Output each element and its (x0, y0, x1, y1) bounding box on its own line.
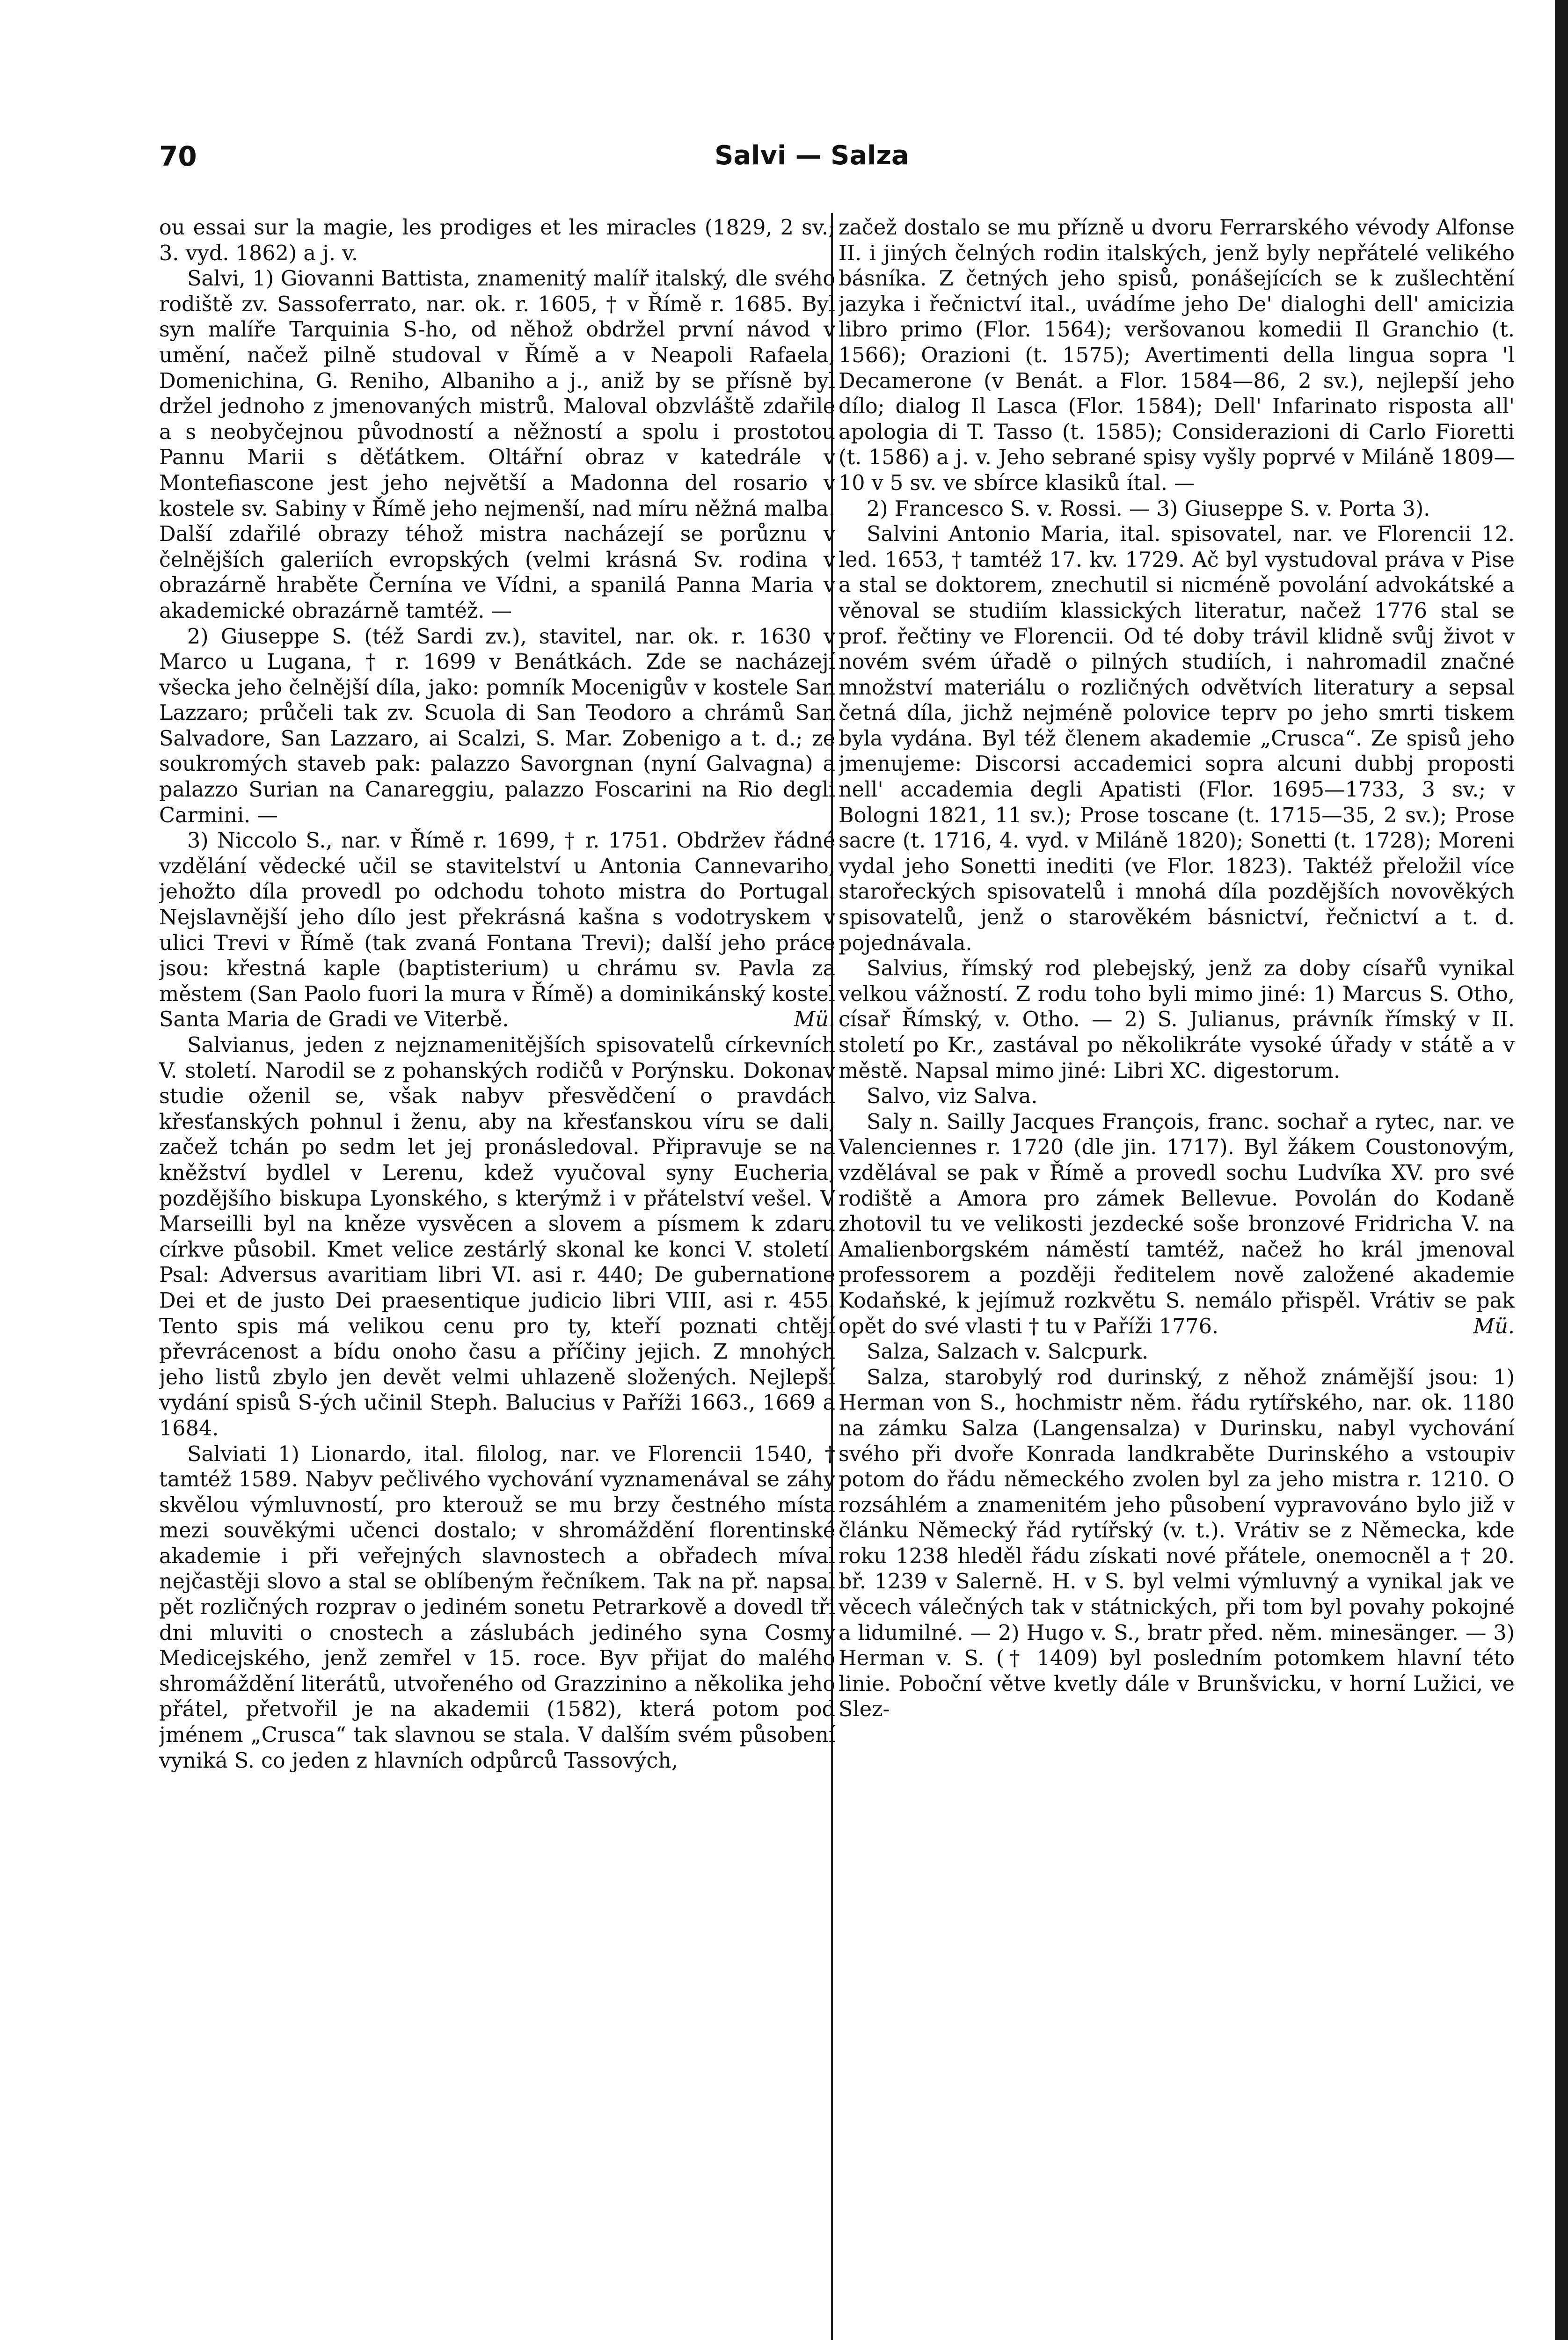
page-number: 70 (159, 140, 197, 172)
entry-salza: Salza, starobylý rod durinský, z něhož známější jsou: 1) Herman von S., hochmistr něm. řádu rytířského, nar. ok. 1180 na zámku Salza (Langensalza) v Durinsku, nabyl vychování svého při dvoře Konrada landkraběte Durinského a vstoupiv potom do řádu německého zvolen byl za jeho mistra r. 1210. O rozsáhlém a znamenitém jeho působení vypravováno bylo již v článku Německý řád rytířský (v. t.). Vrátiv se z Německa, kde roku 1238 hleděl řádu získati nové přátele, onemocněl a † 20. bř. 1239 v Salerně. H. v S. byl velmi výmluvný a vynikal jak ve věcech válečných tak v státnických, při tom byl povahy pokojné a lidumilné. — 2) Hugo v. S., bratr před. něm. minesänger. — 3) Herman v. S. († 1409) byl posledním potomkem hlavní této linie. Poboční větve kvetly dále v Brunšvicku, v horní Lužici, ve Slez- (839, 1365, 1515, 1722)
author-signature: Mü. (1473, 1314, 1515, 1338)
entry-salviati-continuation: začež dostalo se mu přízně u dvoru Ferrarského vévody Alfonse II. i jiných čelných rodin italských, jenž byly nepřátelé velikého básníka. Z četných jeho spisů, ponášejících se k zušlechtění jazyka i řečnictví ital., uvádíme jeho De' dialoghi dell' amicizia libro primo (Flor. 1564); veršovanou komedii Il Granchio (t. 1566); Orazioni (t. 1575); Avertimenti della lingua sopra 'l Decamerone (v Benát. a Flor. 1584—86, 2 sv.), nejlepší jeho dílo; dialog Il Lasca (Flor. 1584); Dell' Infarinato risposta all' apologia di T. Tasso (t. 1585); Considerazioni di Carlo Fioretti (t. 1586) a j. v. Jeho sebrané spisy vyšly poprvé v Miláně 1809—10 v 5 sv. ve sbírce klasiků ítal. — (839, 216, 1515, 495)
entry-salvi-niccolo (159, 828, 835, 1033)
right-column (839, 215, 1515, 2340)
entry-salvi-giuseppe: 2) Giuseppe S. (též Sardi zv.), stavitel, nar. ok. r. 1630 v Marco u Lugana, † r. 1699 v Benátkách. Zde se nacházejí všecka jeho čelnější díla, jako: pomník Mocenigův v kostele San Lazzaro; průčeli tak zv. Scuola di San Teodoro a chrámů San Salvadore, San Lazzaro, ai Scalzi, S. Mar. Zobenigo a t. d.; ze soukromých staveb pak: palazzo Savorgnan (nyní Galvagna) a palazzo Surian na Canareggiu, palazzo Foscarini na Rio degli Carmini. — (159, 624, 835, 827)
entry-salvi-giovanni-battista: Salvi, 1) Giovanni Battista, znamenitý malíř italský, dle svého rodiště zv. Sassoferrato, nar. ok. r. 1605, † v Římě r. 1685. Byl syn malíře Tarquinia S-ho, od něhož obdržel první návod v umění, načež pilně studoval v Římě a v Neapoli Rafaela, Domenichina, G. Reniho, Albaniho a j., aniž by se přísně byl držel jednoho z jmenovaných mistrů. Maloval obzvláště zdařile a s neobyčejnou původností a něžností a spolu i prostotou Pannu Marii s děťátkem. Oltářní obraz v katedrále v Montefiascone jest jeho největší a Madonna del rosario v kostele sv. Sabiny v Římě jeho nejmenší, nad míru něžná malba. Další zdařilé obrazy téhož mistra nacházejí se porůznu v čelnějších galeriích evropských (velmi krásná Sv. rodina v obrazárně hraběte Černína ve Vídni, a spanilá Panna Maria v akademické obrazárně tamtéž. — (159, 267, 835, 623)
entry-salza-salzach: Salza, Salzach v. Salcpurk. (867, 1340, 1149, 1364)
left-column (159, 215, 835, 2340)
entry-salviati: Salviati 1) Lionardo, ital. filolog, nar. ve Florencii 1540, † tamtéž 1589. Nabyv pečlivého vychování vyznamenával se záhy skvělou výmluvností, pro kterouž se mu brzy čestného místa mezi souvěkými učenci dostalo; v shromáždění florentinské akademie i při veřejných slavnostech a obřadech míval nejčastěji slovo a stal se oblíbeným řečníkem. Tak na př. napsal pět rozličných rozprav o jediném sonetu Petrarkově a dovedl tři dni mluviti o cnostech a záslubách jediného syna Cosmy Medicejského, jenž zemřel v 15. roce. Byv přijat do malého shromáždění literátů, utvořeného od Grazzinino a několika jeho přátel, přetvořil je na akademii (1582), která potom pod jménem „Crusca“ tak slavnou se stala. V dalším svém působení vyniká S. co jeden z hlavních odpůrců Tassových, (159, 1442, 835, 1773)
author-signature: Mü. (794, 1008, 835, 1032)
running-title: Salvi — Salza (715, 140, 909, 171)
page-header (159, 140, 1465, 178)
entry-salvini: Salvini Antonio Maria, ital. spisovatel, nar. ve Florencii 12. led. 1653, † tamtéž 17. kv. 1729. Ač byl vystudoval práva v Pise a stal se doktorem, znechutil si nicméně povolání advokátské a věnoval se studiím klassických literatur, načež 1776 stal se prof. řečtiny ve Florencii. Od té doby trávil klidně svůj život v novém svém úřadě o pilných studiích, i nahromadil značné množství materiálu o rozličných odvětvích literatury a sepsal četná díla, jichž nejméně polovice teprv po jeho smrti tiskem byla vydána. Byl též členem akademie „Crusca“. Ze spisů jeho jmenujeme: Discorsi accademici sopra alcuni dubbj proposti nell' accademia degli Apatisti (Flor. 1695—1733, 3 sv.; v Bologni 1821, 11 sv.); Prose toscane (t. 1715—35, 2 sv.); Prose sacre (t. 1716, 4. vyd. v Miláně 1820); Sonetti (t. 1728); Moreni vydal jeho Sonetti inediti (ve Flor. 1823). Taktéž přeložil více starořeckých spisovatelů i mnohá díla pozdějších novověkých spisovatelů, jenž o starověkém básnictví, řečnictví a t. d. pojednávala. (839, 522, 1515, 955)
entry-salviati-francesco: 2) Francesco S. v. Rossi. — 3) Giuseppe S. v. Porta 3). (867, 497, 1430, 521)
entry-salvius: Salvius, římský rod plebejský, jenž za doby císařů vynikal velkou vážností. Z rodu toho byli mimo jiné: 1) Marcus S. Otho, císař Římský, v. Otho. — 2) S. Julianus, právník římský v II. století po Kr., zastával po několikráte vysoké úřady v státě a v městě. Napsal mimo jiné: Libri XC. digestorum. (839, 957, 1515, 1083)
entry-text: Saly n. Sailly Jacques François, franc. sochař a rytec, nar. ve Valenciennes r. 1720 (dle jin. 1717). Byl žákem Coustonovým, vzdělával se pak v Římě a provedl sochu Ludvíka XV. pro své rodiště a Amora pro zámek Bellevue. Povolán do Kodaně zhotovil tu ve velikosti jezdecké soše bronzové Fridricha V. na Amalienborgském náměstí tamtéž, načež ho král jmenoval professorem a později ředitelem nově založené akademie Kodaňské, k jejímuž rozkvětu S. nemálo přispěl. Vrátiv se pak opět do své vlasti † tu v Paříži 1776. (839, 1110, 1515, 1338)
entry-salvo: Salvo, viz Salva. (867, 1084, 1038, 1109)
entry-continuation: ou essai sur la magie, les prodiges et les miracles (1829, 2 sv.; 3. vyd. 1862) a j. v. (159, 216, 835, 265)
entry-saly (839, 1110, 1515, 1339)
entry-salvianus: Salvianus, jeden z nejznamenitějších spisovatelů církevních V. století. Narodil se z pohanských rodičů v Porýnsku. Dokonav studie oženil se, však nabyv přesvědčení o pravdách křesťanských pohnul i ženu, aby na křesťanskou víru se dali, začež tchán po sedm let jej pronásledoval. Připravuje se na kněžství bydlel v Lerenu, kdež vyučoval syny Eucheria, pozdějšího biskupa Lyonského, s kterýmž i v přátelství vešel. V Marseilli byl na kněze vysvěcen a slovem a písmem k zdaru církve působil. Kmet velice zestárlý skonal ke konci V. století. Psal: Adversus avaritiam libri VI. asi r. 440; De gubernatione Dei et de justo Dei praesentique judicio libri VIII, asi r. 455. Tento spis má velikou cenu pro ty, kteří poznati chtějí převrácenost a bídu onoho času a příčiny jejich. Z mnohých jeho listů zbylo jen devět velmi uhlazeně složených. Nejlepší vydání spisů S-ých učinil Steph. Balucius v Paříži 1663., 1669 a 1684. (159, 1033, 835, 1441)
entry-text: 3) Niccolo S., nar. v Římě r. 1699, † r. 1751. Obdržev řádné vzdělání vědecké učil se stavitelství u Antonia Cannevariho, jehožto díla provedl po odchodu tohoto mistra do Portugal. Nejslavnější jeho dílo jest překrásná kašna s vodotryskem v ulici Trevi v Římě (tak zvaná Fontana Trevi); další jeho práce jsou: křestná kaple (baptisterium) u chrámu sv. Pavla za městem (San Paolo fuori la mura v Římě) a dominikánský kostel Santa Maria de Gradi ve Viterbě. (159, 829, 835, 1032)
